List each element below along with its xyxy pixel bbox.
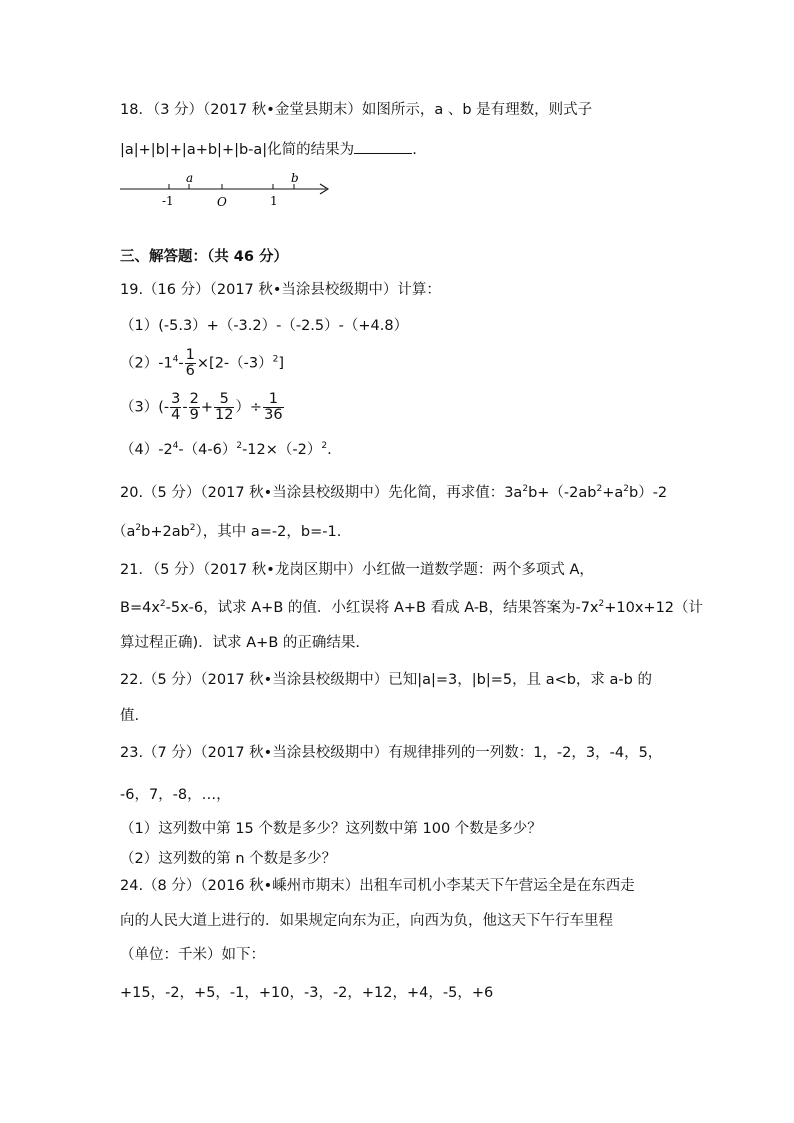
q19-part2 xyxy=(120,348,284,379)
q19-part4 xyxy=(120,440,332,460)
q20-sup: 2 xyxy=(522,484,529,494)
q23-line2: -6，7，-8，…， xyxy=(120,787,231,803)
q19-p4-exp1: 4 xyxy=(172,441,179,451)
q21-line1: 21．（5 分）（2017 秋•龙岗区期中）小红做一道数学题：两个多项式 A， xyxy=(120,562,594,578)
q19-part1: （1）(-5.3）+（-3.2）-（-2.5）-（+4.8） xyxy=(120,318,409,334)
fraction-3-4 xyxy=(170,392,181,423)
q19-part3 xyxy=(120,392,285,423)
q20-l2-pre: （a xyxy=(112,524,136,540)
number-line xyxy=(118,172,338,212)
label-minus1: -1 xyxy=(162,194,174,208)
q19-p4-mid2: -12×（-2） xyxy=(242,442,322,458)
q21-line2 xyxy=(120,598,703,618)
q20-sup: 2 xyxy=(623,484,629,494)
frac-num: 1 xyxy=(185,347,195,363)
q20-l2-m1: b+2ab xyxy=(141,524,190,540)
label-a: a xyxy=(186,172,194,185)
q18-line2 xyxy=(120,139,417,160)
q18-answer-blank xyxy=(354,139,412,154)
q20-l2-end: ），其中 a=-2，b=-1. xyxy=(195,524,342,540)
q21-line3: 算过程正确)．试求 A+B 的正确结果. xyxy=(120,635,360,651)
label-origin: O xyxy=(217,195,227,209)
q19-p4-end: . xyxy=(327,442,332,458)
frac-num: 5 xyxy=(214,392,234,408)
q21-l2-m1: -5x-6，试求 A+B 的值．小红误将 A+B 看成 A-B，结果答案为-7x xyxy=(165,600,599,616)
fraction-1-6 xyxy=(185,348,196,379)
q19-p4-mid: -（4-6） xyxy=(178,442,237,458)
frac-den: 9 xyxy=(189,407,199,423)
q23-line1: 23.（7 分）（2017 秋•当涂县校级期中）有规律排列的一列数：1，-2，3，-4，5， xyxy=(120,745,663,761)
frac-num: 1 xyxy=(263,392,283,408)
q19-p2-end: ] xyxy=(278,355,285,372)
q19-p2-minus: - xyxy=(178,355,184,372)
q19-p2-pre: （2）-1 xyxy=(120,355,173,372)
fraction-2-9 xyxy=(189,392,200,423)
q18-period: . xyxy=(412,142,417,158)
q23-part2: （2）这列数的第 n 个数是多少？ xyxy=(120,851,337,867)
q20-l1-pre: 20.（5 分）（2017 秋•当涂县校级期中）先化简，再求值：3a xyxy=(120,485,523,501)
frac-den: 12 xyxy=(214,407,234,423)
q19-p4-exp3: 2 xyxy=(321,441,328,451)
q19-p4-exp2: 2 xyxy=(236,441,243,451)
q18-line1: 18．（3 分）（2017 秋•金堂县期末）如图所示，a 、b 是有理数，则式子 xyxy=(120,102,593,118)
fraction-5-12 xyxy=(214,392,234,423)
q21-l2-pre: B=4x xyxy=(120,600,160,616)
label-1: 1 xyxy=(270,194,278,208)
q20-line2 xyxy=(112,522,341,542)
q21-l2-end: +10x+12（计 xyxy=(604,600,704,616)
q19-p3-pre: （3）(- xyxy=(120,399,170,416)
q20-sup: 2 xyxy=(189,523,196,533)
q19-p4-pre: （4）-2 xyxy=(120,442,173,458)
frac-num: 2 xyxy=(189,391,199,407)
q19-p2-post: ×[2-（-3） xyxy=(196,355,273,372)
frac-den: 36 xyxy=(264,407,283,423)
frac-num: 3 xyxy=(171,391,181,407)
frac-den: 4 xyxy=(171,407,181,423)
q19-p2-exp: 4 xyxy=(172,354,179,365)
q24-mileage-list: +15，-2，+5，-1，+10，-3，-2，+12，+4，-5，+6 xyxy=(120,985,494,1001)
q21-sup: 2 xyxy=(598,599,605,609)
q19-p3-op1: - xyxy=(182,399,188,416)
q24-line3: （单位：千米）如下： xyxy=(120,947,265,963)
q19-p3-op2: + xyxy=(200,399,213,416)
q22-line1: 22.（5 分）（2017 秋•当涂县校级期中）已知|a|=3，|b|=5，且 a<b，求 a-b 的 xyxy=(120,672,652,688)
q18-expression: |a|+|b|+|a+b|+|b-a|化简的结果为 xyxy=(120,142,355,158)
q22-line2: 值. xyxy=(120,708,140,724)
q20-l1-m1: b+（-2ab xyxy=(528,485,597,501)
q24-line1: 24.（8 分）（2016 秋•嵊州市期末）出租车司机小李某天下午营运全是在东西走 xyxy=(120,878,635,894)
q20-sup: 2 xyxy=(596,484,603,494)
q20-sup: 2 xyxy=(135,523,142,533)
fraction-1-36 xyxy=(263,392,283,423)
q19-header: 19.（16 分）（2017 秋•当涂县校级期中）计算： xyxy=(120,282,441,298)
q19-p2-exp2: 2 xyxy=(272,354,279,365)
section-title: 三、解答题：（共 46 分） xyxy=(120,249,289,265)
q24-line2: 向的人民大道上进行的．如果规定向东为正，向西为负，他这天下午行车里程 xyxy=(120,913,613,929)
q19-p3-mid: ）÷ xyxy=(235,399,263,416)
label-b: b xyxy=(291,172,299,185)
frac-den: 6 xyxy=(185,363,195,379)
q21-sup: 2 xyxy=(159,599,166,609)
q20-line1 xyxy=(120,483,667,503)
q20-l1-m2: +a xyxy=(602,485,624,501)
q23-part1: （1）这列数中第 15 个数是多少？这列数中第 100 个数是多少？ xyxy=(120,821,542,837)
q20-l1-end: b）-2 xyxy=(628,485,668,501)
